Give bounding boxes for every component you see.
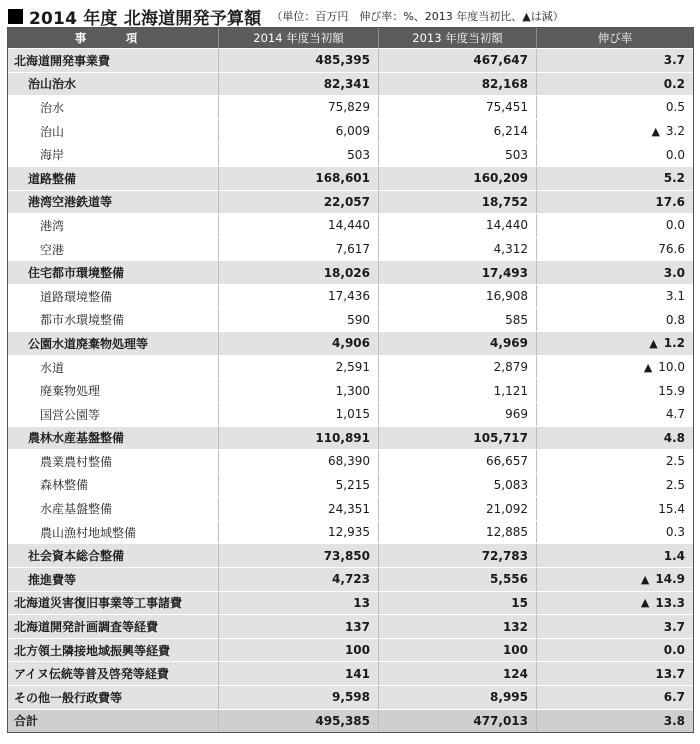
row-growth-rate (536, 474, 693, 497)
row-item-name (8, 662, 218, 685)
row-item-name-text: 農業農村整備 (40, 454, 113, 469)
row-2013-value-text: 4,312 (493, 242, 528, 257)
row-item-name (8, 544, 218, 567)
row-growth-rate-text: 14.9 (655, 572, 685, 587)
table-row (8, 119, 693, 143)
table-row (8, 567, 693, 591)
row-growth-rate (536, 191, 693, 214)
row-2014-value-text: 12,935 (328, 525, 370, 540)
row-growth-rate (536, 73, 693, 96)
row-growth-rate (536, 639, 693, 662)
row-2013-value-text: 14,440 (486, 218, 528, 233)
row-growth-rate-text: 0.0 (663, 643, 685, 658)
table-row (8, 378, 693, 402)
row-growth-rate (536, 662, 693, 685)
row-2014-value (218, 73, 378, 96)
row-growth-rate (536, 356, 693, 379)
row-2014-value (218, 474, 378, 497)
row-2014-value-text: 22,057 (323, 194, 370, 209)
row-growth-rate (536, 521, 693, 544)
row-2013-value-text: 160,209 (473, 171, 528, 186)
row-item-name-text: 農林水産基盤整備 (28, 431, 125, 446)
row-item-name-text: 住宅都市環境整備 (28, 266, 125, 281)
table-row (8, 473, 693, 497)
row-2014-value (218, 497, 378, 520)
row-2013-value (378, 167, 536, 190)
row-2013-value-text: 12,885 (486, 525, 528, 540)
budget-table (7, 27, 694, 733)
row-growth-rate (536, 450, 693, 473)
row-2013-value (378, 568, 536, 591)
row-growth-rate-text: 3.1 (665, 289, 685, 304)
row-item-name-text: 治山治水 (28, 77, 77, 92)
row-growth-rate-text: 5.2 (663, 171, 685, 186)
row-2014-value (218, 285, 378, 308)
row-growth-rate (536, 167, 693, 190)
table-row (8, 426, 693, 450)
decrease-triangle-icon: ▲ (640, 596, 650, 610)
header-item: 事 項 (74, 31, 152, 45)
header-growth-rate: 伸び率 (536, 28, 693, 48)
row-2013-value-text: 132 (502, 619, 528, 634)
row-item-name (8, 332, 218, 355)
row-item-name-text: 社会資本総合整備 (28, 549, 125, 564)
table-row (8, 308, 693, 332)
row-2013-value-text: 5,556 (490, 572, 528, 587)
row-item-name (8, 497, 218, 520)
row-item-name (8, 615, 218, 638)
row-2014-value-text: 168,601 (315, 171, 370, 186)
table-row (8, 402, 693, 426)
row-2014-value (218, 379, 378, 402)
table-row (8, 48, 693, 72)
row-item-name (8, 403, 218, 426)
row-2013-value (378, 143, 536, 166)
row-growth-rate-text: 0.3 (665, 525, 685, 540)
row-2014-value-text: 18,026 (323, 265, 370, 280)
row-item-name (8, 214, 218, 237)
row-growth-rate-text: 10.0 (658, 360, 685, 375)
table-row (8, 496, 693, 520)
row-item-name-text: 農山漁村地域整備 (40, 525, 137, 540)
row-2014-value (218, 403, 378, 426)
row-2013-value (378, 592, 536, 615)
table-row (8, 331, 693, 355)
row-item-name (8, 96, 218, 119)
row-growth-rate (536, 332, 693, 355)
row-2014-value-text: 82,341 (323, 76, 370, 91)
row-growth-rate-text: 13.7 (655, 666, 685, 681)
black-square-bullet-icon (8, 9, 23, 24)
row-2013-value (378, 73, 536, 96)
row-item-name-text: 公園水道廃棄物処理等 (28, 336, 149, 351)
row-2014-value-text: 75,829 (328, 100, 370, 115)
row-2014-value (218, 120, 378, 143)
table-row (8, 237, 693, 261)
table-row (8, 72, 693, 96)
row-2013-value (378, 96, 536, 119)
row-growth-rate (536, 568, 693, 591)
row-item-name-text: 治水 (40, 100, 65, 115)
row-item-name-text: 空港 (40, 242, 65, 257)
row-2014-value-text: 2,591 (335, 360, 370, 375)
row-2014-value (218, 143, 378, 166)
row-item-name-text: 海岸 (40, 148, 65, 163)
row-item-name-text: 港湾空港鉄道等 (28, 195, 113, 210)
row-growth-rate-text: 13.3 (655, 595, 685, 610)
row-2013-value (378, 379, 536, 402)
row-2013-value-text: 5,083 (493, 477, 528, 492)
table-row (8, 260, 693, 284)
row-2014-value (218, 615, 378, 638)
row-2014-value-text: 100 (344, 643, 370, 658)
row-growth-rate-text: 17.6 (655, 194, 685, 209)
row-2013-value-text: 82,168 (481, 76, 528, 91)
table-body (8, 48, 693, 709)
table-row (8, 95, 693, 119)
table-header-row (8, 28, 693, 48)
row-growth-rate-text: 6.7 (663, 690, 685, 705)
row-2014-value (218, 639, 378, 662)
row-growth-rate (536, 309, 693, 332)
row-2013-value-text: 18,752 (481, 194, 528, 209)
row-2013-value (378, 427, 536, 450)
table-row (8, 142, 693, 166)
row-2014-value (218, 261, 378, 284)
row-growth-rate (536, 96, 693, 119)
row-growth-rate-text: 2.5 (665, 477, 685, 492)
row-item-name-text: 廃棄物処理 (40, 384, 101, 399)
row-2013-value (378, 662, 536, 685)
row-2013-value-text: 2,879 (493, 360, 528, 375)
row-2013-value-text: 124 (502, 666, 528, 681)
row-growth-rate-text: 4.8 (663, 430, 685, 445)
total-2014: 495,385 (218, 710, 378, 733)
row-item-name (8, 427, 218, 450)
table-row (8, 449, 693, 473)
row-2013-value-text: 21,092 (486, 501, 528, 516)
row-item-name (8, 238, 218, 261)
table-row (8, 685, 693, 709)
row-growth-rate (536, 592, 693, 615)
row-item-name (8, 120, 218, 143)
row-growth-rate-text: 2.5 (665, 454, 685, 469)
row-2013-value (378, 238, 536, 261)
document-title: 2014 年度 北海道開発予算額 (29, 8, 262, 29)
row-growth-rate (536, 261, 693, 284)
row-2013-value (378, 497, 536, 520)
table-row (8, 520, 693, 544)
row-growth-rate (536, 379, 693, 402)
row-2014-value-text: 141 (344, 666, 370, 681)
row-item-name-text: 北方領土隣接地域振興等経費 (14, 643, 171, 658)
row-item-name-text: 港湾 (40, 218, 65, 233)
row-item-name (8, 309, 218, 332)
row-2014-value-text: 6,009 (335, 124, 370, 139)
table-row (8, 614, 693, 638)
row-growth-rate-text: 1.2 (663, 336, 685, 351)
row-2014-value (218, 356, 378, 379)
row-2013-value (378, 49, 536, 72)
row-item-name (8, 379, 218, 402)
total-2013: 477,013 (378, 710, 536, 733)
row-2014-value (218, 191, 378, 214)
row-2014-value (218, 309, 378, 332)
total-row (8, 709, 693, 733)
row-growth-rate (536, 427, 693, 450)
row-growth-rate-text: 15.9 (658, 383, 685, 398)
row-2014-value-text: 1,300 (335, 383, 370, 398)
row-2014-value-text: 1,015 (335, 407, 370, 422)
row-item-name (8, 639, 218, 662)
row-2014-value (218, 568, 378, 591)
row-2014-value (218, 49, 378, 72)
row-2014-value (218, 427, 378, 450)
row-growth-rate-text: 3.7 (663, 53, 685, 68)
table-row (8, 543, 693, 567)
row-growth-rate (536, 143, 693, 166)
row-2013-value-text: 4,969 (490, 336, 528, 351)
row-item-name-text: 道路整備 (28, 171, 77, 186)
row-item-name-text: 水産基盤整備 (40, 502, 113, 517)
row-item-name (8, 356, 218, 379)
row-growth-rate-text: 0.0 (665, 147, 685, 162)
unit-note: （単位：百万円 伸び率：%、2013 年度当初比、▲は減） (271, 10, 564, 23)
row-item-name-text: 北海道開発計画調査等経費 (14, 620, 159, 635)
row-growth-rate-text: 76.6 (658, 242, 685, 257)
row-item-name-text: 北海道災害復旧事業等工事諸費 (14, 596, 183, 611)
row-growth-rate (536, 615, 693, 638)
row-2014-value-text: 13 (353, 595, 370, 610)
row-2013-value-text: 16,908 (486, 289, 528, 304)
row-2014-value (218, 96, 378, 119)
row-2013-value-text: 100 (502, 643, 528, 658)
row-2014-value-text: 17,436 (328, 289, 370, 304)
row-growth-rate-text: 4.7 (665, 407, 685, 422)
row-item-name-text: 都市水環境整備 (40, 313, 125, 328)
row-2014-value (218, 238, 378, 261)
row-2013-value (378, 474, 536, 497)
row-2013-value (378, 521, 536, 544)
row-item-name-text: 水道 (40, 360, 65, 375)
row-growth-rate-text: 0.5 (665, 100, 685, 115)
row-2014-value (218, 662, 378, 685)
row-2014-value-text: 9,598 (332, 690, 370, 705)
row-2013-value (378, 214, 536, 237)
table-row (8, 661, 693, 685)
row-2013-value (378, 332, 536, 355)
row-growth-rate-text: 3.0 (663, 265, 685, 280)
row-2014-value (218, 521, 378, 544)
row-item-name (8, 143, 218, 166)
row-2013-value (378, 450, 536, 473)
row-2013-value (378, 356, 536, 379)
row-2014-value-text: 485,395 (315, 53, 370, 68)
row-growth-rate (536, 238, 693, 261)
total-label: 合計 (14, 714, 39, 729)
row-growth-rate-text: 3.2 (665, 124, 685, 139)
row-2013-value (378, 285, 536, 308)
row-growth-rate-text: 1.4 (663, 548, 685, 563)
row-item-name-text: 森林整備 (40, 478, 89, 493)
row-2014-value (218, 214, 378, 237)
table-row (8, 166, 693, 190)
row-2014-value-text: 110,891 (315, 430, 370, 445)
row-2014-value-text: 503 (347, 147, 370, 162)
row-item-name-text: 治山 (40, 124, 65, 139)
row-2013-value (378, 120, 536, 143)
row-item-name (8, 49, 218, 72)
row-item-name (8, 167, 218, 190)
row-2013-value-text: 72,783 (481, 548, 528, 563)
row-2014-value (218, 686, 378, 709)
row-2014-value-text: 137 (344, 619, 370, 634)
row-item-name-text: 国営公園等 (40, 407, 101, 422)
row-2014-value (218, 332, 378, 355)
row-2014-value (218, 167, 378, 190)
row-2014-value-text: 68,390 (328, 454, 370, 469)
row-2013-value (378, 261, 536, 284)
row-2014-value-text: 24,351 (328, 501, 370, 516)
decrease-triangle-icon: ▲ (640, 572, 650, 586)
row-2014-value-text: 5,215 (335, 477, 370, 492)
row-item-name (8, 592, 218, 615)
row-2013-value (378, 639, 536, 662)
row-2013-value-text: 15 (511, 595, 528, 610)
row-growth-rate (536, 49, 693, 72)
row-item-name (8, 73, 218, 96)
row-item-name (8, 474, 218, 497)
row-growth-rate (536, 403, 693, 426)
table-row (8, 591, 693, 615)
total-rate: 3.8 (536, 710, 693, 733)
row-growth-rate-text: 0.0 (665, 218, 685, 233)
row-item-name (8, 521, 218, 544)
row-growth-rate-text: 15.4 (658, 501, 685, 516)
row-2013-value-text: 503 (505, 147, 528, 162)
row-2013-value-text: 969 (505, 407, 528, 422)
row-2013-value (378, 191, 536, 214)
row-item-name-text: 北海道開発事業費 (14, 53, 111, 68)
row-2013-value-text: 585 (505, 312, 528, 327)
table-row (8, 190, 693, 214)
row-item-name-text: 道路環境整備 (40, 289, 113, 304)
row-2014-value (218, 592, 378, 615)
row-2013-value-text: 17,493 (481, 265, 528, 280)
row-growth-rate (536, 214, 693, 237)
row-item-name (8, 261, 218, 284)
row-2013-value-text: 6,214 (493, 124, 528, 139)
row-item-name (8, 568, 218, 591)
row-2013-value-text: 75,451 (486, 100, 528, 115)
row-item-name (8, 450, 218, 473)
row-growth-rate (536, 285, 693, 308)
decrease-triangle-icon: ▲ (643, 360, 653, 374)
header-2013-budget: 2013 年度当初額 (378, 28, 536, 48)
row-2013-value (378, 403, 536, 426)
decrease-triangle-icon: ▲ (649, 336, 658, 350)
row-growth-rate-text: 0.8 (665, 312, 685, 327)
table-row (8, 284, 693, 308)
row-growth-rate-text: 0.2 (663, 76, 685, 91)
row-2013-value (378, 309, 536, 332)
row-item-name-text: その他一般行政費等 (14, 690, 123, 705)
header-2014-budget: 2014 年度当初額 (218, 28, 378, 48)
row-2014-value-text: 4,906 (332, 336, 370, 351)
row-growth-rate (536, 686, 693, 709)
row-growth-rate-text: 3.7 (663, 619, 685, 634)
row-2013-value (378, 615, 536, 638)
row-2013-value-text: 8,995 (490, 690, 528, 705)
row-item-name (8, 686, 218, 709)
row-item-name (8, 285, 218, 308)
row-2014-value-text: 7,617 (335, 242, 370, 257)
document-title-row (8, 4, 564, 28)
table-row (8, 213, 693, 237)
row-item-name (8, 191, 218, 214)
row-growth-rate (536, 497, 693, 520)
row-2014-value (218, 450, 378, 473)
row-growth-rate (536, 544, 693, 567)
row-2013-value (378, 544, 536, 567)
decrease-triangle-icon: ▲ (651, 124, 660, 138)
table-row (8, 355, 693, 379)
row-2013-value-text: 66,657 (486, 454, 528, 469)
row-2014-value-text: 14,440 (328, 218, 370, 233)
row-2013-value (378, 686, 536, 709)
row-2013-value-text: 467,647 (473, 53, 528, 68)
row-growth-rate (536, 120, 693, 143)
row-2013-value-text: 1,121 (493, 383, 528, 398)
row-2014-value-text: 73,850 (323, 548, 370, 563)
row-item-name-text: アイヌ伝統等普及啓発等経費 (14, 667, 169, 682)
row-item-name-text: 推進費等 (28, 572, 77, 587)
row-2013-value-text: 105,717 (473, 430, 528, 445)
row-2014-value (218, 544, 378, 567)
row-2014-value-text: 590 (347, 312, 370, 327)
table-row (8, 638, 693, 662)
row-2014-value-text: 4,723 (332, 572, 370, 587)
